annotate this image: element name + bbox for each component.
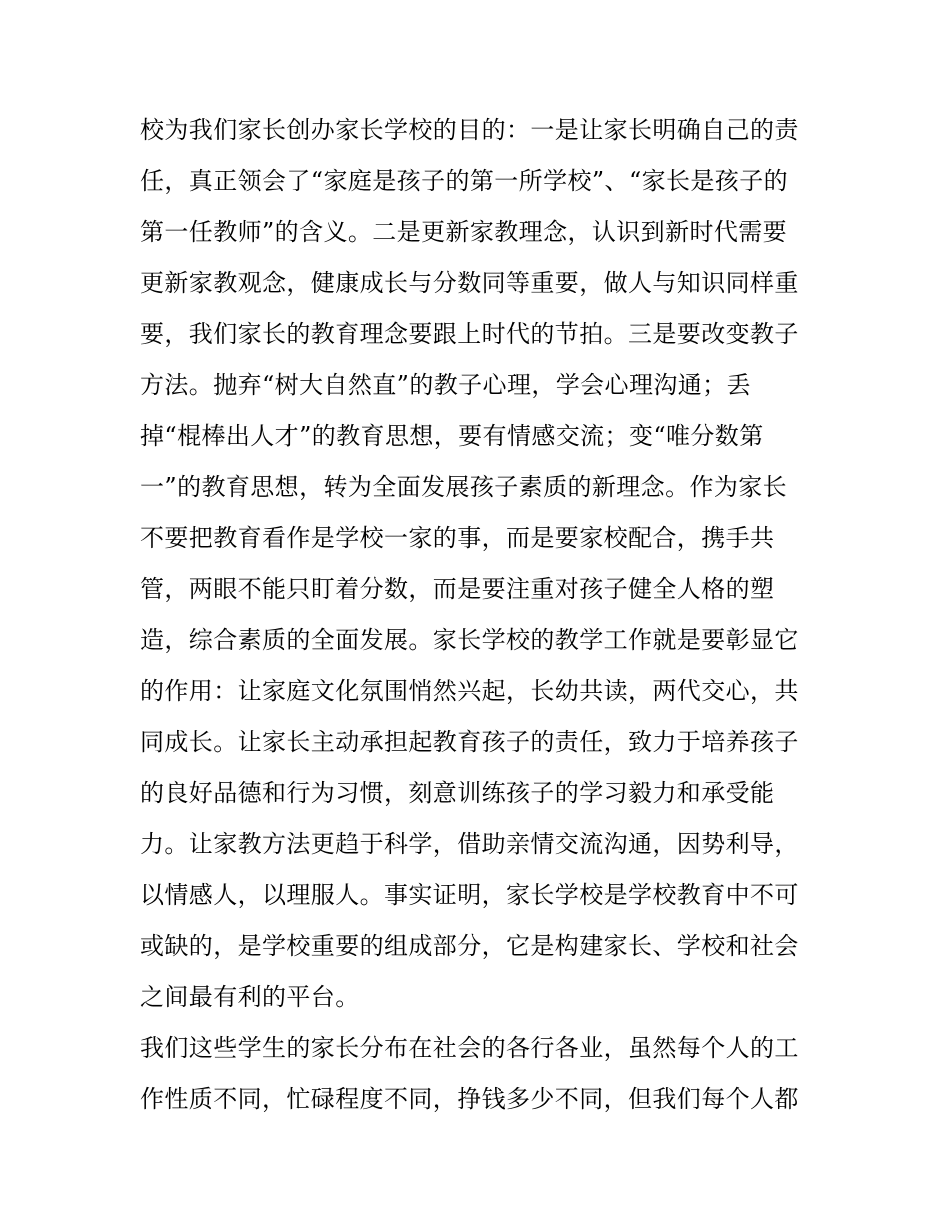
paragraph-1-line: 的良好品德和行为习惯，刻意训练孩子的学习毅力和承受能 xyxy=(140,779,775,807)
paragraph-1-line: 方法。抛弃“树大自然直”的教子心理，学会心理沟通；丢 xyxy=(140,371,751,399)
paragraph-1-line: 不要把教育看作是学校一家的事，而是要家校配合，携手共 xyxy=(140,524,775,552)
document-body xyxy=(140,108,820,1128)
paragraph-1-line: 更新家教观念，健康成长与分数同等重要，做人与知识同样重 xyxy=(140,269,799,297)
paragraph-2-line: 作性质不同，忙碌程度不同，挣钱多少不同，但我们每个人都 xyxy=(140,1085,799,1113)
paragraph-1-line: 掉“棍棒出人才”的教育思想，要有情感交流；变“唯分数第 xyxy=(140,422,764,450)
paragraph-1-line: 任，真正领会了“家庭是孩子的第一所学校”、“家长是孩子的 xyxy=(140,167,789,195)
paragraph-1-line: 第一任教师”的含义。二是更新家教理念，认识到新时代需要 xyxy=(140,218,788,246)
paragraph-1-line: 以情感人，以理服人。事实证明，家长学校是学校教育中不可 xyxy=(140,881,799,909)
paragraph-1-line: 之间最有利的平台。 xyxy=(140,983,360,1011)
paragraph-1-line: 力。让家教方法更趋于科学，借助亲情交流沟通，因势利导， xyxy=(140,830,799,858)
paragraph-1-line: 或缺的，是学校重要的组成部分，它是构建家长、学校和社会 xyxy=(140,932,799,960)
paragraph-2-line: 我们这些学生的家长分布在社会的各行各业，虽然每个人的工 xyxy=(140,1034,799,1062)
paragraph-1-line: 一”的教育思想，转为全面发展孩子素质的新理念。作为家长 xyxy=(140,473,788,501)
paragraph-1-line: 的作用：让家庭文化氛围悄然兴起，长幼共读，两代交心，共 xyxy=(140,677,799,705)
paragraph-1-line: 要，我们家长的教育理念要跟上时代的节拍。三是要改变教子 xyxy=(140,320,799,348)
paragraph-1-line: 造，综合素质的全面发展。家长学校的教学工作就是要彰显它 xyxy=(140,626,799,654)
paragraph-1-line: 管，两眼不能只盯着分数，而是要注重对孩子健全人格的塑 xyxy=(140,575,775,603)
paragraph-1-line: 校为我们家长创办家长学校的目的：一是让家长明确自己的责 xyxy=(140,116,799,144)
paragraph-1-line: 同成长。让家长主动承担起教育孩子的责任，致力于培养孩子 xyxy=(140,728,799,756)
